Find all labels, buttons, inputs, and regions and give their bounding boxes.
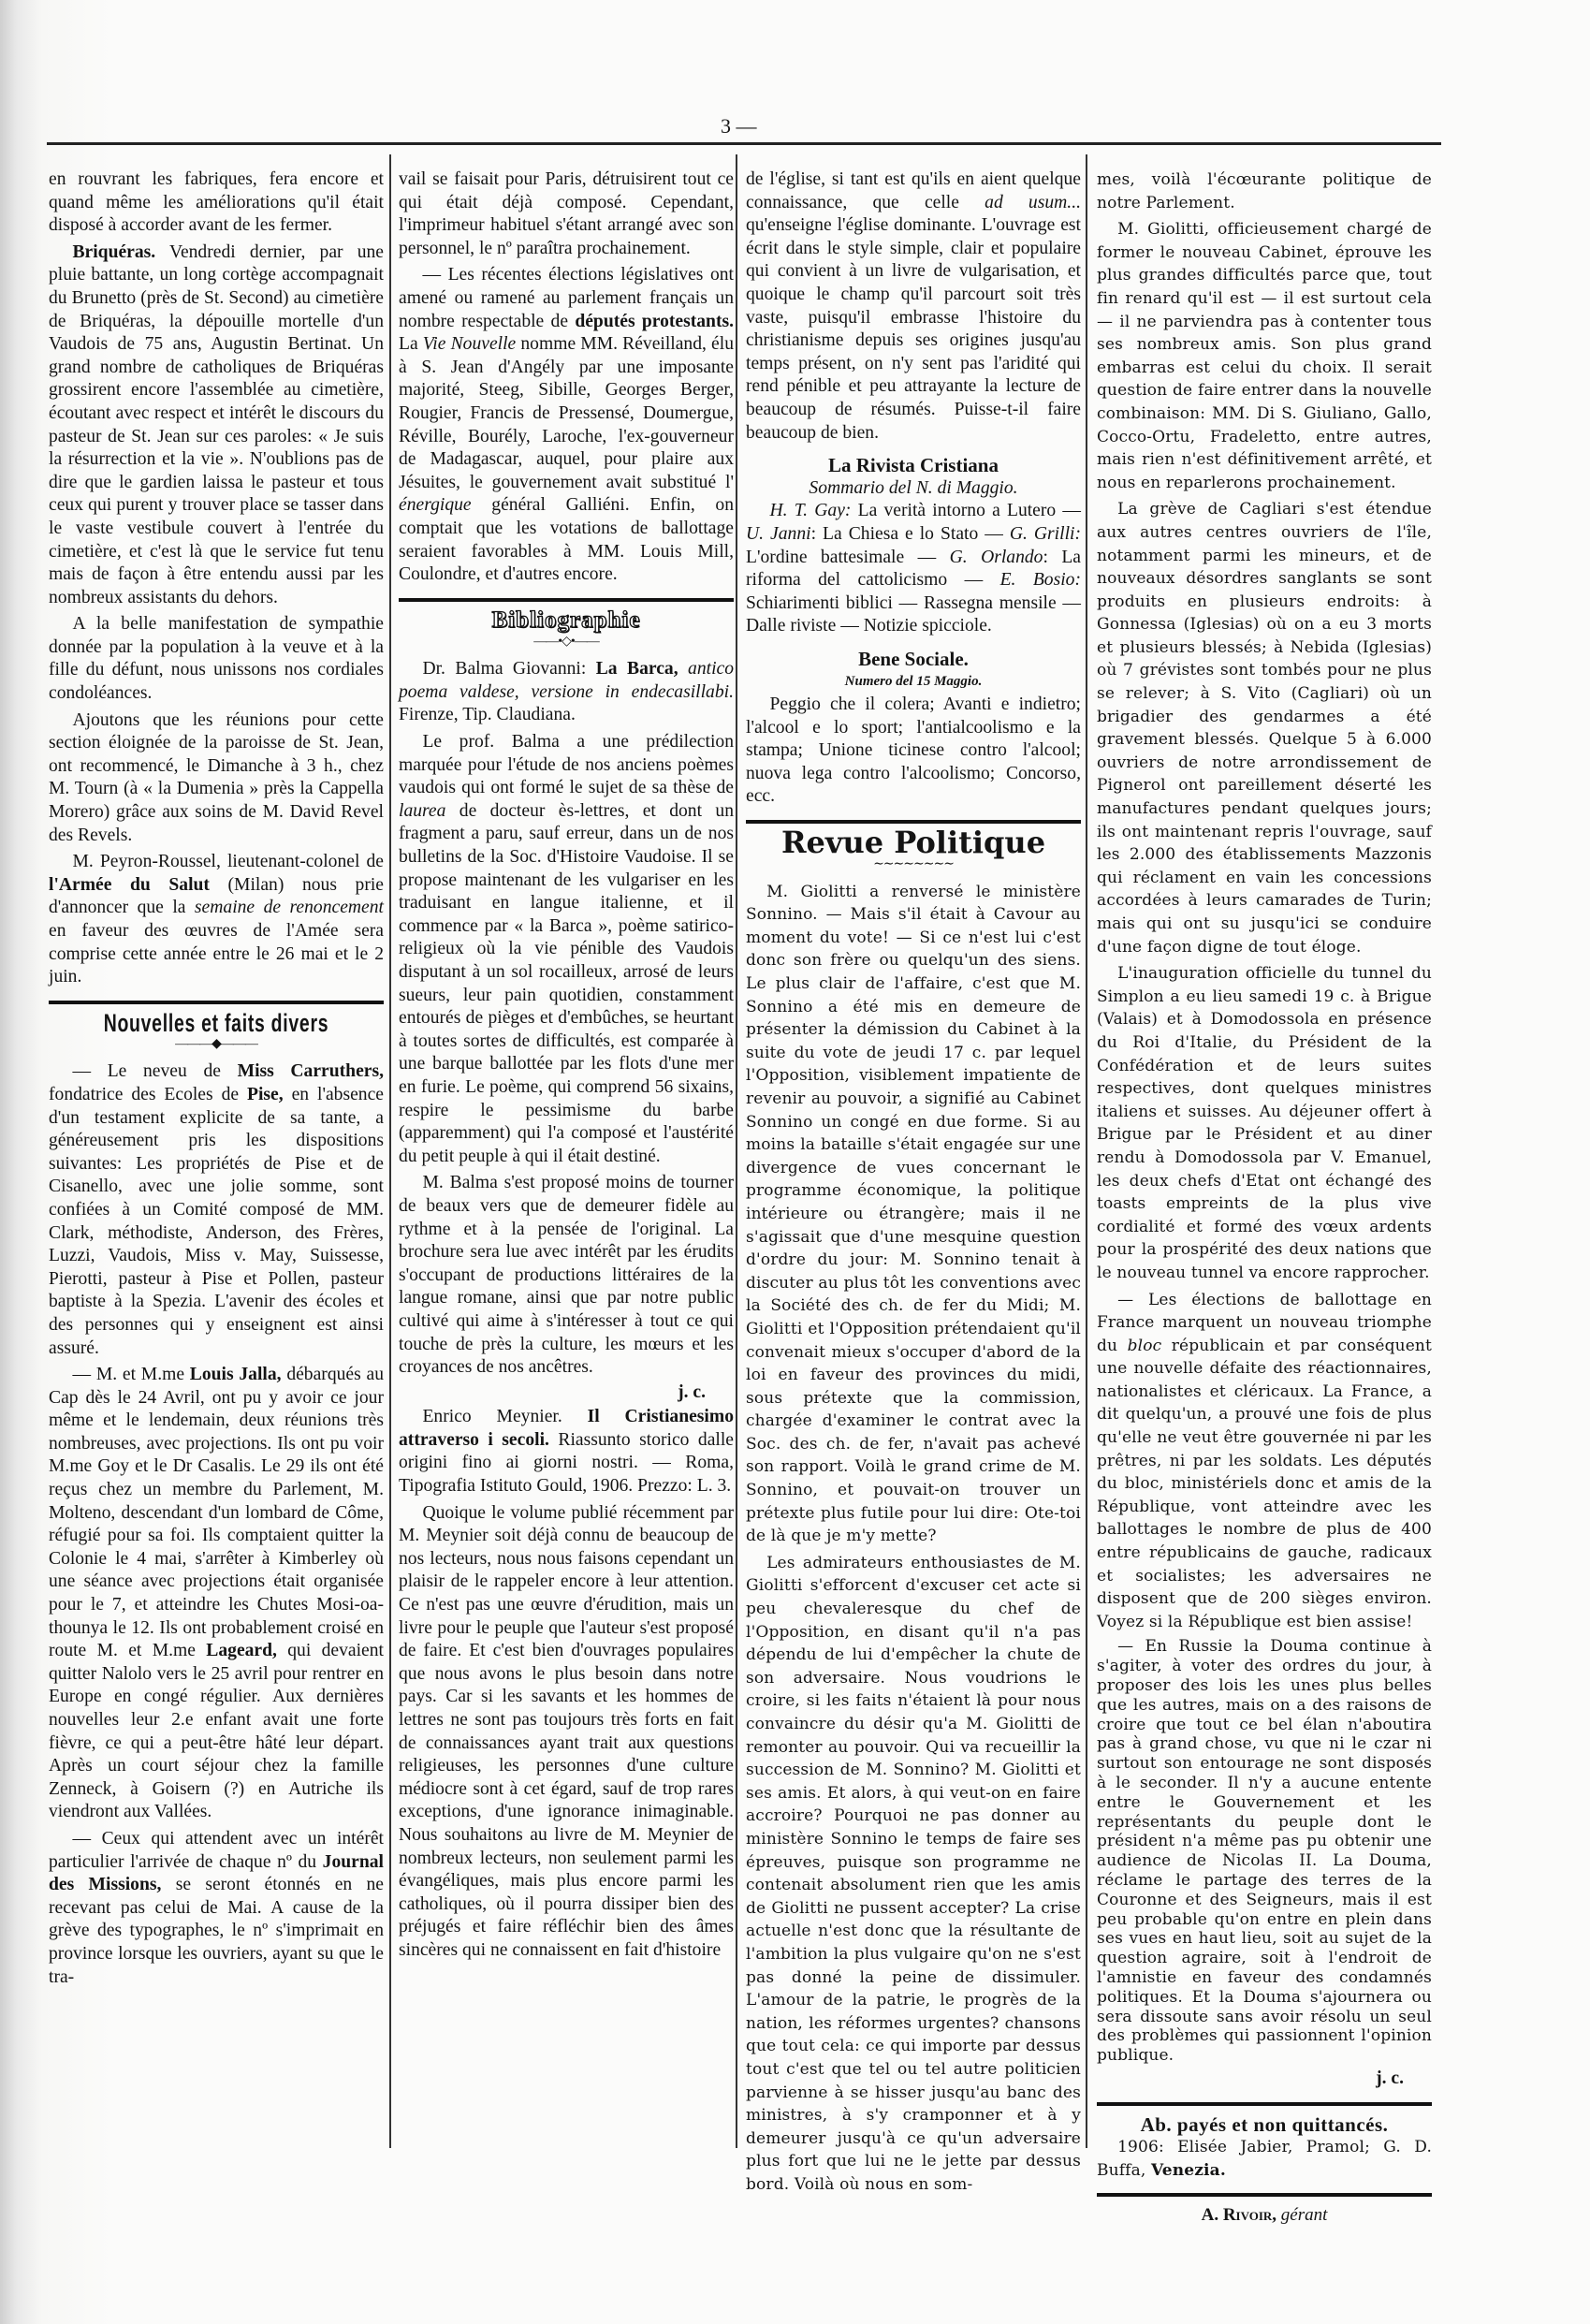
section-rule [49,1001,384,1004]
text-run: — En Russie la Douma continue à s'agiter, à voter des ordres du jour, à proposer des lois les unes plus belles que les autres, mais on a des raisons de croire que tout ce bel élan n'aboutira pas à grand chose, vu que ni le czar ni surtout son entourage ne sont disposés à le seconder. Il n'y a aucune entente entre le Gouvernement et les représentants du peuple dont le président n'a même pas pu obtenir une audience de Nicolas II. La Douma, réclame le partage des terres de la Couronne et des Seigneurs, mais il est peu probable qu'on entre en plein dans ses vues en haut lieu, soit au sujet de la question agraire, soit à l'endroit de l'amnistie en faveur des condamnés politiques. Et la Douma s'ajournera ou sera dissoute sans avoir résolu un seul des problèmes qui passionnent l'opinion publique. [1097,1637,1432,2066]
text-run: en faveur des œuvres de l'Amée sera comprise cette année entre le 26 mai et le 2 juin. [49,921,384,987]
text-run: Ajoutons que les réunions pour cette section éloignée de la paroisse de St. Jean, ont recommencé, le Dimanche à 3 h., chez M. Tourn (à « la Dumenia » près la Cappella Morero) grâce aux soins de M. David Revel des Revels. [49,709,384,845]
text-run: Les admirateurs enthousiastes de M. Giolitti s'efforcent d'excuser cet acte si peu chevaleresque du chef de l'Opposition, en disant qu'il n'a pas dépendu de lui d'empêcher la chute de son adversaire. Nous voudrions le croire, si les faits n'étaient là pour nous convaincre du désir qu'a M. Giolitti de remonter au pouvoir. Qui va recueillir la succession de M. Sonnino? M. Giolitti et ses amis. Et alors, à qui veut-on en faire accroire? Pourquoi ne pas donner au ministère Sonnino le temps de faire ses épreuves, puisque son programme ne contenait absolument rien que les amis de Giolitti ne pussent accepter? La crise actuelle n'est donc que la résultante de l'ambition la plus vulgaire qu'on ne s'est pas donné la peine de dissimuler. L'amour de la patrie, le progrès de la nation, les réformes urgentes? chansons que tout cela: ce qui importe par dessus tout c'est que tel ou tel autre politicien parvienne à se hisser jusqu'au banc des ministres, à s'y cramponner et à y demeurer jusqu'à ce qu'un adversaire plus fort que lui ne le jette par dessus bord. Voilà où nous en som- [746,1553,1081,2194]
bold-text: Pise, [247,1084,284,1104]
section-heading: Bene Sociale. [858,647,969,670]
paragraph [746,168,1081,445]
page-number-value: 3 [721,114,731,138]
italic-text: bloc [1127,1336,1162,1355]
text-run: général Galliéni. Enfin, on comptait que les votations de ballottage seraient favorables à MM. Louis Mill, Coulondre, et d'autres encore. [399,495,734,585]
page-number [721,114,757,139]
text-run: républicain et par conséquent une nouvelle défaite des réactionnaires, nationalistes et cléricaux. La France, a dit quelqu'un, a prouvé une fois de plus qu'elle ne veut être gouvernée ni par les prêtres, ni par les soldats. Les députés du bloc, ministériels donc et amis de la République, vont atteindre avec les ballottages le nombre de plus de 400 entre républicains de gauche, radicaux et socialistes; les adversaires ne disposent que de 200 sièges environ. Voyez si la République est bien assise! [1097,1336,1432,1631]
section-heading: Numero del 15 Maggio. [844,674,983,690]
paragraph [399,168,734,260]
text-run: — M. et M.me [72,1365,190,1385]
text-run: L'inauguration officielle du tunnel du Simplon a eu lieu samedi 19 c. à Brigue (Valais) et à Domodossola en présence du Roi d'Italie, du Président de la Confédération et de leurs suites respectives, dont quelques ministres italiens et suisses. Au déjeuner offert à Brigue par le Président et au diner rendu à Domodossola par V. Emanuel, les deux chefs d'Etat ont échangé des toasts empreints de la plus vive cordialité et formé des vœux ardents pour la prospérité des deux nations que le nouveau tunnel va encore rapprocher. [1097,964,1432,1282]
paragraph [1097,962,1432,1284]
section-heading: Ab. payés et non quittancés. [1140,2112,1389,2136]
signature: j. c. [678,1381,706,1402]
ornament-divider-icon: ———◆——— [175,1037,257,1052]
column-3 [746,168,1082,2194]
text-run: en l'absence d'un testament explicite de sa tante, a généreusement pris les dispositions suivantes: Les propriétés de Pise et de Cisanello, avec une jolie somme, sont confiées à un Comité composé de MM. Clark, méthodiste, Anderson, des Frères, Luzzi, Vaudois, Miss v. May, Suissesse, Pierotti, pasteur à Pise et Pollen, pasteur baptiste à la Spezia. L'avenir des écoles et des personnes qui y enseignent est ainsi assuré. [49,1084,384,1358]
bold-text: l'Armée du Salut [49,874,210,895]
italic-text: E. Bosio: [999,570,1081,591]
text-run: A la belle manifestation de sympathie donnée par la population à la veuve et à la fille du défunt, nous unissons nos cordiales condoléances. [49,614,384,704]
text-run: La verità intorno a Lutero — [851,501,1081,521]
gerant-name: A. Rivoir, [1201,2205,1277,2226]
paragraph [746,694,1081,809]
text-run [678,659,688,679]
paragraph [49,1364,384,1824]
text-run: de docteur ès-lettres, et dont un fragment a paru, sauf erreur, dans un de nos bulletins de la Soc. d'Histoire Vaudoise. Il se propose maintenant de les vulgariser en les traduisant en langue italienne, et il commence par « la Barca », poème satirico-religieux où la vie pénible des Vaudois disputant à un sol rocailleux, arrosé de leurs sueurs, leur pain quotidien, constamment entourés de pièges et d'embûches, se heurtant à toutes sortes de difficultés, est comparée à une barque ballottée par les flots d'une mer en furie. Le poème, qui comprend 56 sixains, respire le pessimisme du barbe (apparemment) qui l'a composé et l'austérité du petit peuple à qui il était destiné. [399,800,734,1166]
section-rule [399,598,734,602]
italic-text: semaine de renoncement [194,898,384,918]
section-rule [746,820,1081,824]
paragraph [49,241,384,610]
paragraph [399,264,734,586]
italic-text: G. Orlando [949,547,1043,567]
paragraph [1097,168,1432,214]
paragraph [49,613,384,705]
text-run: M. Peyron-Roussel, lieutenant-colonel de [72,852,384,872]
text-run: : La Chiesa e lo Stato — [810,523,1010,544]
italic-text: énergique [399,495,472,516]
paragraph [399,1172,734,1379]
section-rule [1097,2102,1432,2106]
italic-text: G. Grilli: [1009,523,1081,544]
paragraph [1097,218,1432,494]
paragraph [1097,1289,1432,1634]
column-divider [1086,154,1087,2148]
italic-text: antico poema valdese, versione in endecasillabi. [399,659,735,702]
text-run: Schiarimenti biblici — Rassegna mensile — Dalle riviste — Notizie spicciole. [746,592,1081,636]
bold-text: Louis Jalla, [189,1365,282,1385]
section-heading: Nouvelles et faits divers [103,1008,329,1037]
bold-text: Lageard, [206,1641,277,1661]
text-run: Vendredi dernier, par une pluie battante, un long cortège accompagnait du Brunetto (près de St. Second) au cimetière de Briquéras, la dépouille mortelle d'un Vaudois de 75 ans, Augustin Bertinat. Un grand nombre de catholiques de Briquéras grossirent encore l'assemblée au cimetière, écoutant avec respect et intérêt le discours du pasteur de St. Jean sur ces paroles: « Je suis la résurrection et la vie ». N'oublions pas de dire que le gardien laissa le pasteur et tous ceux qui purent y trouver place se tasser dans le vaste vestibule couvert à l'entrée du cimetière, et c'est là que le service fut tenu mais de façon à être entendu aussi par les nombreux assistants du dehors. [49,241,384,607]
text-run: débarqués au Cap dès le 24 Avril, ont pu y avoir ce jour même et le lendemain, deux réunions très nombreuses, avec projections. Ils ont pu voir M.me Goy et le Dr Casalis. Le 29 ils ont été reçus chez un membre du Parlement, M. Molteno, descendant d'un lombard de Côme, réfugié pour sa foi. Ils comptaient quitter la Colonie le 4 mai, s'arrêter à Kimberley où une séance avec projections était organisée pour le 7, et atteindre les Chutes Mosi-oa-thounya le 12. Ils ont probablement croisé en route M. et M.me [49,1365,384,1661]
bold-text: Briquéras. [72,241,156,262]
section-heading: Sommario del N. di Maggio. [809,477,1018,498]
text-run: M. Balma s'est proposé moins de tourner de beaux vers que de demeurer fidèle au rythme et à la pensée de l'original. La brochure sera lue avec intérêt par les érudits s'occupant de productions littéraires de la langue romane, ainsi que par notre public cultivé qui aime à s'intéresser à tout ce qui touche de près la culture, les mœurs et les croyances de nos ancêtres. [399,1173,734,1378]
bold-text: Il Cristianesimo attraverso i secoli. [399,1407,734,1450]
text-run: L'ordine battesimale — [746,547,950,567]
paragraph [399,1406,734,1498]
text-run: — Ceux qui attendent avec un intérêt particulier l'arrivée de chaque nº du [49,1828,384,1872]
section-rule [1097,2193,1432,2197]
text-run: Riassunto storico dalle origini fino ai giorni nostri. — Roma, Tipografia Istituto Gould, 1906. Prezzo: L. 3. [399,1429,734,1497]
page-number-dash: — [736,114,757,138]
text-run: La grève de Cagliari s'est étendue aux autres centres ouvriers de l'île, notamment parmi les mineurs, et de nouveaux désordres sanglants se sont produits en plusieurs endroits: à Gonnessa (Iglesias) où on a eu 3 morts et plusieurs blessés; à Nebida (Iglesias) où 7 grévistes sont tombés pour ne plus se relever; à S. Vito (Cagliari) où un brigadier des gendarmes a été gravement blessés. Quelque 5 à 6.000 ouvriers de notre arrondissement de Pignerol ont pareillement déserté les manufactures pendant quelques jours; ils ont maintenant repris l'ouvrage, sauf les 2.000 des établissements Mazzonis qui réclament en vain les concessions accordées à leurs camarades de Turin; mais qui ont su jusqu'ici se conduire d'une façon digne de tout éloge. [1097,500,1432,957]
paragraph [746,1552,1081,2197]
text-run: en rouvrant les fabriques, fera encore et quand même les améliorations qu'il était disposé à accorder avant de les fermer. [49,169,384,236]
bold-text: Miss Carruthers, [237,1061,384,1082]
paragraph [399,1502,734,1963]
bold-text: Journal des Missions, [49,1851,384,1895]
italic-text: laurea [399,800,446,821]
text-run: (Milan) nous prie d'annoncer que la [49,874,384,918]
section-heading: Bibliographie [491,607,641,633]
text-run: Enrico Meynier. [422,1407,588,1427]
gerant-line [1097,2204,1432,2228]
paragraph [49,168,384,238]
section-heading: La Rivista Cristiana [827,454,999,477]
text-run: de l'église, si tant est qu'ils en aient quelque connaissance, que celle [746,169,1081,212]
text-run: : La riforma del cattolicismo — [746,547,1082,591]
text-run: Firenze, Tip. Claudiana. [399,705,576,725]
paragraph [49,851,384,989]
paragraph [746,500,1081,638]
text-run: qui devaient quitter Nalolo vers le 25 avril pour rentrer en Europe en congé régulier. Aux dernières nouvelles leur 2.e enfant avait une forte fièvre, ce qui a peut-être hâté leur départ. Après un court séjour chez la famille Zenneck, à Goisern (?) en Autriche ils viendront aux Vallées. [49,1641,384,1822]
text-run: — Le neveu de [72,1061,238,1082]
paragraph [1097,1637,1432,2066]
text-run: qu'enseigne l'église dominante. L'ouvrage est écrit dans le style simple, clair et populaire qui convient à un livre de vulgarisation, et quoique le champ qu'il parcourt soit très vaste, puisqu'il embrasse l'histoire du christianisme depuis ses origines jusqu'au temps présent, on n'y sent pas l'aridité qui rend pénible et peu attrayante la lecture de beaucoup de résumés. Puisse-t-il faire beaucoup de bien. [746,215,1081,443]
paragraph [746,881,1081,1548]
bold-text: Venezia. [1151,2160,1226,2180]
column-divider [736,154,737,2148]
text-run: — Les récentes élections législatives ont amené ou ramené au parlement français un nombre respectable de [399,265,734,331]
text-run: mes, voilà l'écœurante politique de notre Parlement. [1097,170,1432,212]
bold-text: députés protestants. [575,311,734,331]
signature: j. c. [1376,2068,1404,2088]
text-run: Quoique le volume publié récemment par M. Meynier soit déjà connu de beaucoup de nos lecteurs, nous nous faisons cependant un plaisir de le rappeler encore à leur attention. Ce n'est pas une œuvre d'érudition, mais un livre pour le peuple que l'auteur s'est proposé de faire. Et c'est bien d'ouvrages populaires que nous avons le plus besoin dans notre pays. Car si les savants et les hommes de lettres ne sont pas toujours très forts en fait de connaissances ayant trait aux questions religieuses, les personnes d'une culture médiocre sont à cet égard, sauf de trop rares exceptions, d'une ignorance inimaginable. Nous souhaitons au livre de M. Meynier de nombreux lecteurs, non seulement parmi les évangéliques, mais plus encore parmi les catholiques, où il pourra dissiper bien des préjugés et faire réfléchir bien des âmes sincères qui ne connaissent en fait d'histoire [399,1502,734,1960]
text-run: M. Giolitti, officieusement chargé de former le nouveau Cabinet, éprouve les plus grandes difficultés parce que, tout fin renard qu'il est — il est surtout cela — il ne parviendra pas à contenter tous ses nombreux amis. Son plus grand embarras est celui du choix. Il serait question de faire entrer dans la nouvelle combinaison: MM. Di S. Giuliano, Gallo, Cocco-Ortu, Fradeletto, entre autres, mais rien n'est définitivement arrêté, et nous en reparlerons prochainement. [1097,220,1432,492]
text-run: nomme MM. Réveilland, élu à S. Jean d'Angély par une imposante majorité, Steeg, Sibille, Georges Berger, Rougier, Francis de Pressensé, Doumergue, Réville, Bourély, Laroche, l'ex-gouverneur de Madagascar, auquel, pour plaire aux Jésuites, le gouvernement avait substitué l' [399,334,734,492]
paragraph [49,709,384,848]
text-run: Dr. Balma Giovanni: [422,659,596,680]
gerant-role: gérant [1280,2205,1328,2226]
text-run: Peggio che il colera; Avanti e indietro; l'alcool e lo sport; l'antialcoolismo e la stampa; Unione ticinese contro l'alcool; nuova lega contro l'alcoolismo; Concorso, ecc. [746,694,1081,807]
ornament-divider-icon: ∼∼∼∼∼∼∼∼ [873,856,954,871]
italic-text: U. Janni [746,523,811,544]
paragraph [49,1060,384,1360]
text-run: 1906: Elisée Jabier, Pramol; G. D. Buffa, [1097,2138,1432,2180]
text-run: M. Giolitti a renversé le ministère Sonnino. — Mais s'il était à Cavour au moment du vote! — Si ce n'est lui c'est donc son frère ou quelqu'un des siens. Le plus clair de l'affaire, c'est que M. Sonnino a été mis en demeure de présenter la démission du Cabinet à la suite du vote de jeudi 17 c. par lequel l'Opposition, visiblement impatiente de revenir au pouvoir, a signifié au Cabinet Sonnino un congé en due forme. Si au moins la bataille s'était engagée sur une divergence de vues concernant le programme économique, la politique intérieure ou étrangère; mais il ne s'agissait que d'une mesquine question d'ordre du jour: M. Sonnino tenait à discuter au plus tôt les conventions avec la Société des ch. de fer du Midi; M. Giolitti et l'Opposition prétendaient qu'il convenait mieux s'occuper d'abord de la loi en faveur des provinces du midi, sous prétexte que la commission, chargée d'examiner le contrat avec la Soc. des ch. de fer, n'avait pas achevé son rapport. Voilà le grand crime de M. Sonnino, et pouvait-on trouver un prétexte plus futile pour lui dire: Ote-toi de là que je m'y mette? [746,882,1081,1546]
italic-text: ad usum... [985,192,1081,212]
header-rule [47,142,1441,145]
bold-text: La Barca, [595,659,678,680]
text-run: se seront étonnés en ne recevant pas celui de Mai. A cause de la grève des typographes, le nº s'imprimait en province lorsque les ouvriers, ayant su que le tra- [49,1875,384,1987]
italic-text: H. T. Gay: [769,501,852,521]
column-2 [399,168,734,2153]
italic-text: Vie Nouvelle [422,334,517,355]
column-1 [49,168,384,2153]
paragraph [49,1828,384,1989]
paragraph [399,658,734,727]
text-run: Le prof. Balma a une prédilection marquée pour l'étude de nos anciens poèmes vaudois qui ont formé le sujet de sa thèse de [399,732,734,798]
paragraph [1097,498,1432,958]
paragraph [1097,2136,1432,2182]
text-run: fondatrice des Ecoles de [49,1084,247,1104]
section-heading: Revue Politique [780,825,1046,861]
text-run: La [399,334,423,355]
column-divider [389,154,391,2148]
column-4 [1097,168,1432,2226]
ornament-divider-icon: ——•◇•—— [533,635,599,650]
text-run: — Les élections de ballottage en France marquent un nouveau triomphe du [1097,1290,1432,1355]
text-run: vail se faisait pour Paris, détruisirent tout ce qui était déjà composé. Cependant, l'imprimeur habituel s'étant arrangé avec son personnel, le nº paraîtra prochainement. [399,169,734,258]
paragraph [399,731,734,1168]
